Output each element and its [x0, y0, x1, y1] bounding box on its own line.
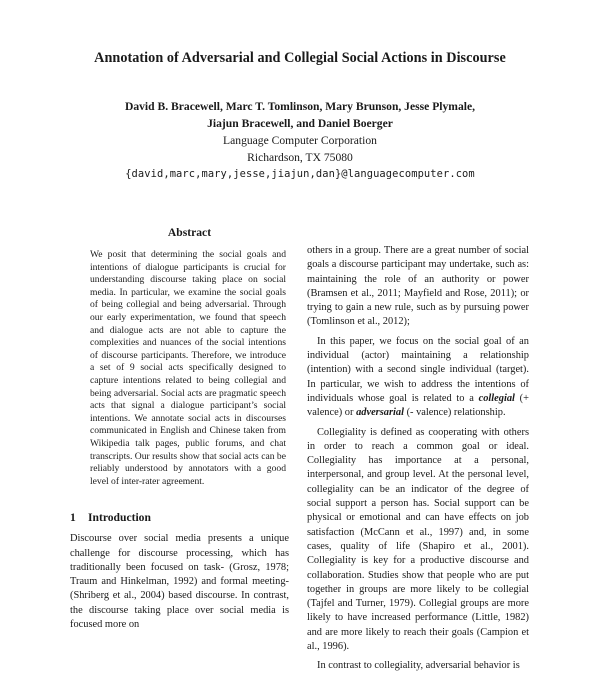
right-column	[307, 244, 529, 679]
paragraph-focus-text-a: In this paper, we focus on the social goal of an individual (actor) maintaining a relationship (intention) with a second single individual (target). In particular, we wish to address the intentions of individuals whose goal is related to a	[307, 335, 529, 404]
term-collegial: collegial	[478, 392, 515, 404]
right-column-body	[307, 244, 529, 674]
introduction-body	[70, 532, 289, 632]
author-emails: {david,marc,mary,jesse,jiajun,dan}@languagecomputer.com	[125, 168, 475, 180]
paragraph-focus-text-b: (+ valence) or	[307, 392, 529, 419]
section-number: 1	[70, 511, 76, 525]
paragraph-continued: others in a group. There are a great number of social goals a discourse participant may undertake, such as: maintaining the role of an authority or power (Bramsen et al., 2011; Mayfield and Rose, 2011); or trying to gain a new rule, such as by pursuing power (Tomlinson et al., 2012);	[307, 245, 529, 328]
term-adversarial: adversarial	[356, 407, 404, 419]
location: Richardson, TX 75080	[247, 151, 353, 164]
section-heading-introduction	[70, 511, 289, 524]
left-column	[70, 226, 289, 637]
author-names-line-2: Jiajun Bracewell, and Daniel Boerger	[207, 117, 393, 130]
abstract-text: We posit that determining the social goals and intentions of dialogue participants is crucial for understanding discourse taking place on social media. In particular, we examine the social goals of being collegial and being adversarial. Through our early experimentation, we found that speech and dialogue acts are not able to capture the complexities and nuances of the social intentions of discourse participants. Therefore, we introduce a set of 9 social acts specifically designed to capture intentions related to being collegial and being adversarial. Social acts are pragmatic speech acts that signal a dialogue participant’s social intentions. We annotate social acts in discourses communicated in English and Chinese taken from Wikipedia talk pages, public forums, and chat transcripts. Our results show that social acts can be reliably understood by annotators with a good level of inter-rater agreement.	[90, 249, 286, 487]
abstract-heading: Abstract	[167, 226, 212, 239]
author-block	[0, 98, 600, 183]
paragraph-focus	[307, 335, 529, 421]
section-title: Introduction	[88, 511, 151, 525]
introduction-paragraph-1: Discourse over social media presents a unique challenge for discourse processing, which has traditionally been focused on task- (Grosz, 1978; Traum and Hinkelman, 1992) and formal meeting- (Shriberg et al., 2004) based discourse. In contrast, the discourse taking place over social media is focused more on	[70, 533, 289, 631]
author-names-line-1: David B. Bracewell, Marc T. Tomlinson, Mary Brunson, Jesse Plymale,	[124, 100, 476, 113]
paragraph-focus-text-c: (- valence) relationship.	[406, 407, 506, 419]
paragraph-collegiality: Collegiality is defined as cooperating with others in order to reach a common goal or ideal. Collegiality has importance at a personal, interpersonal, and group level. At the personal level, collegiality can be an indicator of the degree of social support a person has. Social support can be physical or emotional and can have effects on job satisfaction (McCann et al., 1997) and, in some cases, quality of life (Shapiro et al., 2001). Collegiality is key for a productive discourse and collaboration. Studies show that people who are put together in groups are more likely to be collegial (Tajfel and Turner, 1979). Collegial groups are more likely to have increased performance (Little, 1982) and are more likely to reach their goals (Campion et al., 1996).	[307, 426, 529, 653]
paragraph-adversarial: In contrast to collegiality, adversarial behavior is	[317, 660, 520, 672]
paper-title: Annotation of Adversarial and Collegial Social Actions in Discourse	[94, 50, 506, 66]
affiliation: Language Computer Corporation	[223, 134, 377, 147]
